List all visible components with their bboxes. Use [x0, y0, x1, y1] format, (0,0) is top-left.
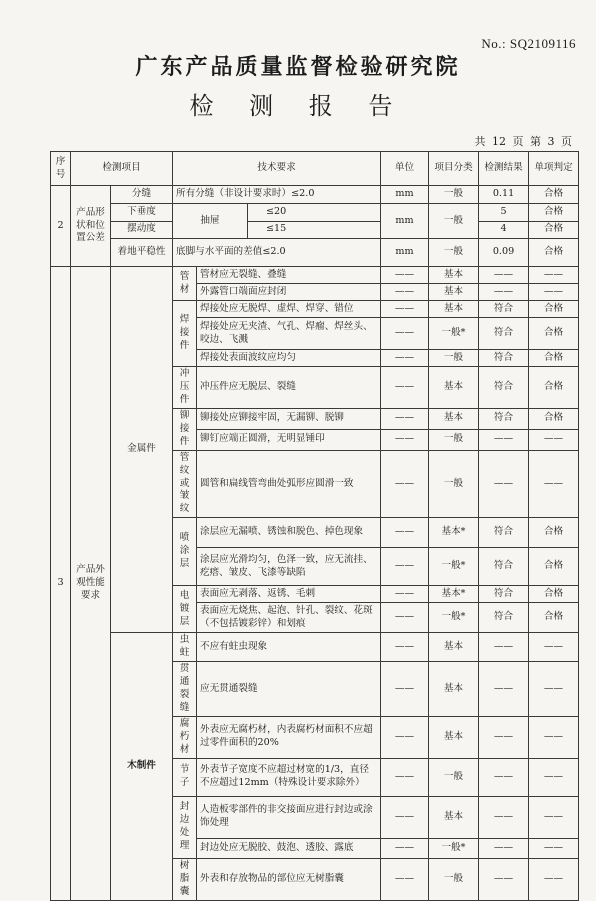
- judgement-cell: 合格: [529, 518, 579, 548]
- judgement-cell: ——: [529, 633, 579, 662]
- group-cell: 封边处理: [173, 796, 197, 858]
- class-cell: 基本: [429, 301, 479, 318]
- result-cell: 符合: [479, 408, 529, 429]
- requirement-cell: 铆接处应铆接牢固，无漏铆、脱铆: [197, 408, 381, 429]
- judgement-cell: 合格: [529, 548, 579, 586]
- result-cell: ——: [479, 450, 529, 518]
- item-cell: 着地平稳性: [111, 239, 173, 267]
- class-cell: 基本: [429, 284, 479, 301]
- unit-cell: ——: [381, 450, 429, 518]
- judgement-cell: ——: [529, 838, 579, 858]
- class-cell: 一般: [429, 429, 479, 450]
- header-unit: 单位: [381, 152, 429, 186]
- class-cell: 一般*: [429, 548, 479, 586]
- result-cell: ——: [479, 758, 529, 796]
- requirement-cell: 人造板零部件的非交接面应进行封边或涂饰处理: [197, 796, 381, 838]
- drawer-label: 抽屉: [173, 204, 248, 238]
- class-cell: 基本: [429, 367, 479, 409]
- group-cell: 腐朽材: [173, 716, 197, 758]
- requirement-cell: 表面应无烧焦、起泡、针孔、裂纹、花斑（不包括镀彩锌）和划痕: [197, 603, 381, 633]
- requirement-cell: 涂层应光滑均匀，色泽一致，应无流挂、疙瘩、皱皮、飞漆等缺陷: [197, 548, 381, 586]
- judgement-cell: ——: [529, 267, 579, 284]
- result-cell: ——: [479, 429, 529, 450]
- judgement-cell: 合格: [529, 239, 579, 267]
- group-cell: 焊接件: [173, 301, 197, 367]
- class-cell: 一般*: [429, 318, 479, 350]
- judgement-cell: ——: [529, 450, 579, 518]
- class-cell: 基本: [429, 796, 479, 838]
- category-cell: 产品形状和位置公差: [71, 186, 111, 267]
- group-cell: 树脂囊: [173, 858, 197, 900]
- result-cell: 0.09: [479, 239, 529, 267]
- wood-parts-cell: 木制件: [111, 633, 173, 900]
- header-item: 检测项目: [71, 152, 173, 186]
- document-title: 检 测 报 告: [189, 92, 407, 120]
- report-number: No.: SQ2109116: [481, 36, 576, 51]
- requirement-cell: 表面应无剥落、返锈、毛刺: [197, 586, 381, 603]
- result-cell: ——: [479, 633, 529, 662]
- unit-cell: mm: [381, 239, 429, 267]
- class-cell: 一般: [429, 450, 479, 518]
- result-cell: ——: [479, 838, 529, 858]
- requirement-cell: 铆钉应端正圆滑，无明显锤印: [197, 429, 381, 450]
- group-cell: 贯通裂缝: [173, 662, 197, 717]
- unit-cell: ——: [381, 408, 429, 429]
- requirement-cell: 焊接处应无脱焊、虚焊、焊穿、错位: [197, 301, 381, 318]
- table-row: [51, 267, 579, 284]
- seq-cell: 2: [51, 186, 71, 267]
- judgement-cell: 合格: [529, 186, 579, 204]
- result-cell: 符合: [479, 586, 529, 603]
- result-cell: ——: [479, 662, 529, 717]
- class-cell: 基本: [429, 633, 479, 662]
- inspection-table: [50, 151, 579, 901]
- judgement-cell: ——: [529, 429, 579, 450]
- unit-cell: ——: [381, 716, 429, 758]
- result-cell: 符合: [479, 518, 529, 548]
- requirement-cell: 涂层应无漏喷、锈蚀和脱色、掉色现象: [197, 518, 381, 548]
- result-cell: 符合: [479, 301, 529, 318]
- judgement-cell: ——: [529, 716, 579, 758]
- table-row: [51, 186, 579, 204]
- judgement-cell: ——: [529, 858, 579, 900]
- requirement-cell: ≤20: [248, 204, 380, 221]
- unit-cell: ——: [381, 429, 429, 450]
- judgement-cell: ——: [529, 284, 579, 301]
- unit-cell: ——: [381, 267, 429, 284]
- unit-cell: ——: [381, 301, 429, 318]
- class-cell: 一般: [429, 858, 479, 900]
- result-cell: 符合: [479, 603, 529, 633]
- drawer-requirement-cell: [173, 204, 381, 239]
- unit-cell: ——: [381, 633, 429, 662]
- result-cell: ——: [479, 858, 529, 900]
- judgement-cell: 合格: [529, 408, 579, 429]
- class-cell: 一般*: [429, 603, 479, 633]
- table-row: [51, 204, 579, 222]
- requirement-cell: 所有分缝（非设计要求时）≤2.0: [173, 186, 381, 204]
- result-cell: ——: [479, 716, 529, 758]
- judgement-cell: 合格: [529, 318, 579, 350]
- unit-cell: mm: [381, 204, 429, 239]
- judgement-cell: 合格: [529, 367, 579, 409]
- class-cell: 一般*: [429, 838, 479, 858]
- judgement-cell: ——: [529, 662, 579, 717]
- group-cell: 虫蛀: [173, 633, 197, 662]
- class-cell: 基本: [429, 408, 479, 429]
- requirement-cell: 底脚与水平面的差值≤2.0: [173, 239, 381, 267]
- class-cell: 一般: [429, 186, 479, 204]
- class-cell: 基本*: [429, 518, 479, 548]
- class-cell: 一般: [429, 204, 479, 239]
- item-cell: 分缝: [111, 186, 173, 204]
- unit-cell: ——: [381, 548, 429, 586]
- class-cell: 基本: [429, 662, 479, 717]
- unit-cell: ——: [381, 318, 429, 350]
- unit-cell: ——: [381, 367, 429, 409]
- group-cell: 电镀层: [173, 586, 197, 633]
- header-class: 项目分类: [429, 152, 479, 186]
- judgement-cell: 合格: [529, 603, 579, 633]
- unit-cell: ——: [381, 284, 429, 301]
- header-result: 检测结果: [479, 152, 529, 186]
- unit-cell: ——: [381, 603, 429, 633]
- unit-cell: mm: [381, 186, 429, 204]
- group-cell: 管纹或皱纹: [173, 450, 197, 518]
- item-cell: 摆动度: [111, 221, 173, 239]
- result-cell: 符合: [479, 318, 529, 350]
- unit-cell: ——: [381, 586, 429, 603]
- result-cell: 4: [479, 221, 529, 239]
- table-header-row: [51, 152, 579, 186]
- result-cell: ——: [479, 284, 529, 301]
- unit-cell: ——: [381, 796, 429, 838]
- class-cell: 基本*: [429, 586, 479, 603]
- requirement-cell: 冲压件应无脱层、裂缝: [197, 367, 381, 409]
- seq-cell: 3: [51, 267, 71, 901]
- requirement-cell: 焊接处应无夹渣、气孔、焊瘤、焊丝头、咬边、飞溅: [197, 318, 381, 350]
- judgement-cell: 合格: [529, 221, 579, 239]
- result-cell: ——: [479, 796, 529, 838]
- group-cell: 喷涂层: [173, 518, 197, 586]
- metal-parts-cell: 金属件: [111, 267, 173, 633]
- category-cell: 产品外观性能要求: [71, 267, 111, 901]
- result-cell: ——: [479, 267, 529, 284]
- judgement-cell: 合格: [529, 350, 579, 367]
- unit-cell: ——: [381, 662, 429, 717]
- table-row: [51, 239, 579, 267]
- judgement-cell: ——: [529, 758, 579, 796]
- unit-cell: ——: [381, 518, 429, 548]
- requirement-cell: ≤15: [266, 223, 287, 235]
- unit-cell: ——: [381, 350, 429, 367]
- result-cell: 符合: [479, 350, 529, 367]
- class-cell: 基本: [429, 716, 479, 758]
- judgement-cell: 合格: [529, 204, 579, 222]
- header-requirement: 技术要求: [173, 152, 381, 186]
- result-cell: 5: [479, 204, 529, 222]
- requirement-cell: 圆管和扁线管弯曲处弧形应圆滑一致: [197, 450, 381, 518]
- header-judgement: 单项判定: [529, 152, 579, 186]
- requirement-cell: 不应有蛀虫现象: [197, 633, 381, 662]
- group-cell: 冲压件: [173, 367, 197, 409]
- class-cell: 基本: [429, 267, 479, 284]
- page-info: 共 12 页 第 3 页: [474, 135, 572, 148]
- requirement-cell: 外表节子宽度不应超过材宽的1/3，直径不应超过12mm（特殊设计要求除外）: [197, 758, 381, 796]
- requirement-cell: 管材应无裂缝、叠缝: [197, 267, 381, 284]
- judgement-cell: 合格: [529, 301, 579, 318]
- header-seq: 序号: [51, 152, 71, 186]
- result-cell: 符合: [479, 367, 529, 409]
- requirement-cell: 外表和存放物品的部位应无树脂囊: [197, 858, 381, 900]
- unit-cell: ——: [381, 838, 429, 858]
- requirement-cell: 应无贯通裂缝: [197, 662, 381, 717]
- judgement-cell: ——: [529, 796, 579, 838]
- requirement-cell: 焊接处表面波纹应均匀: [197, 350, 381, 367]
- judgement-cell: 合格: [529, 586, 579, 603]
- item-cell: 下垂度: [111, 204, 173, 222]
- class-cell: 一般: [429, 758, 479, 796]
- class-cell: 一般: [429, 350, 479, 367]
- class-cell: 一般: [429, 239, 479, 267]
- requirement-cell: 外露管口端面应封闭: [197, 284, 381, 301]
- table-row: [51, 633, 579, 662]
- requirement-cell: 外表应无腐朽材，内表腐朽材面积不应超过零件面积的20%: [197, 716, 381, 758]
- unit-cell: ——: [381, 858, 429, 900]
- group-cell: 铆接件: [173, 408, 197, 450]
- unit-cell: ——: [381, 758, 429, 796]
- organization-title: 广东产品质量监督检验研究院: [135, 54, 461, 80]
- group-cell: 节子: [173, 758, 197, 796]
- result-cell: 0.11: [479, 186, 529, 204]
- group-cell: 管材: [173, 267, 197, 301]
- result-cell: 符合: [479, 548, 529, 586]
- requirement-cell: 封边处应无脱胶、鼓泡、透胶、露底: [197, 838, 381, 858]
